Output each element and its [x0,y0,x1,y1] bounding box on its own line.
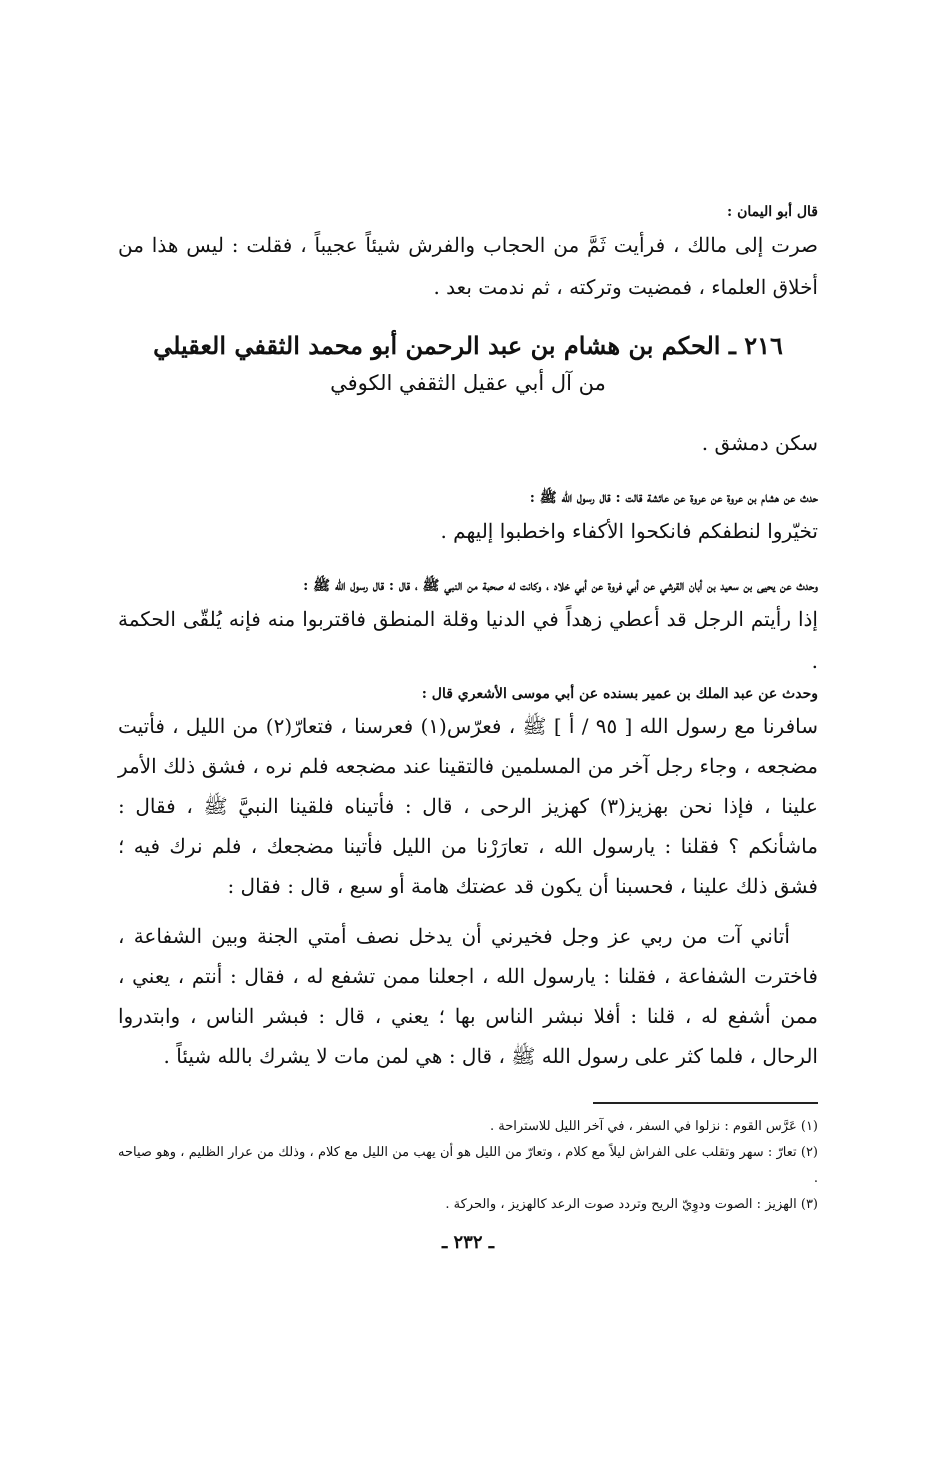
biography-heading [118,326,818,400]
residence-text: سكن دمشق . [701,431,818,455]
entry-title: ٢١٦ ـ الحكم بن هشام بن عبد الرحمن أبو محمد الثقفي العقيلي [153,331,783,360]
footnote-divider [593,1102,818,1104]
hadith-1-chain: حدث عن هشام بن عروة عن عروة عن عائشة قالت : قال رسول الله ﷺ : [529,490,818,506]
hadith-3-quote: أتاني آت من ربي عز وجل فخيرني أن يدخل نصف أمتي الجنة وبين الشفاعة ، فاخترت الشفاعة ، فقلنا : يارسول الله ، اجعلنا ممن تشفع له ، فقال : أنتم ، يعني ، ممن أشفع له ، قلنا : أفلا نبشر الناس بها ؛ يعني ، قال : فبشر الناس ، وابتدروا الرحال ، فلما كثر على رسول الله ﷺ ، قال : هي لمن مات لا يشرك بالله شيئاً . [118,924,818,1068]
hadith-1-text: تخيّروا لنطفكم فانكحوا الأكفاء واخطبوا إليهم . [440,519,818,543]
hadith-2-chain: وحدث عن يحيى بن سعيد بن أبان القرشي عن أبي فروة عن أبي خلاد ، وكانت له صحبة من النبي ﷺ ، قال : قال رسول الله ﷺ : [303,578,818,594]
narrator-chain-abu-al-yaman: قال أبو اليمان : [727,204,818,220]
footnote-2: (٢) تعارّ : سهر وتقلب على الفراش ليلاً مع كلام ، وتعارّ من الليل هو أن يهب من الليل مع كلام ، وذلك من عرار الظليم ، وهو صياحه . [118,1145,818,1186]
document-page [118,200,818,1253]
hadith-3-chain: وحدث عن عبد الملك بن عمير بسنده عن أبي موسى الأشعري قال : [421,686,818,702]
hadith-2-text: إذا رأيتم الرجل قد أعطي زهداً في الدنيا وقلة المنطق فاقتربوا منه فإنه يُلقّى الحكمة . [118,607,818,673]
hadith-3-text: سافرنا مع رسول الله [ ٩٥ / أ ] ﷺ ، فعرّس(١) فعرسنا ، فتعارّ(٢) من الليل ، فأتيت مضجعه ، وجاء رجل آخر من المسلمين فالتقينا عند مضجعه فلم نره ، فشق ذلك الأمر علينا ، فإذا نحن بهزيز(٣) كهزيز الرحى ، قال : فأتيناه فلقينا النبيَّ ﷺ ، فقال : ماشأنكم ؟ فقلنا : يارسول الله ، تعارَرْنا من الليل فأتينا مضجعك ، فلم نرك فيه ؛ فشق ذلك علينا ، فحسبنا أن يكون قد عضتك هامة أو سبع ، قال : فقال : [118,714,819,898]
entry-subtitle: من آل أبي عقيل الثقفي الكوفي [330,371,606,395]
anecdote-text: صرت إلى مالك ، فرأيت ثَمَّ من الحجاب والفرش شيئاً عجيباً ، فقلت : ليس هذا من أخلاق العلماء ، فمضيت وتركته ، ثم ندمت بعد . [118,233,818,299]
footnote-1: (١) عَرَّس القوم : نزلوا في السفر ، في آخر الليل للاستراحة . [489,1119,818,1134]
footnote-3: (٣) الهزيز : الصوت ودوِيّ الريح وتردد صوت الرعد كالهزيز ، والحركة . [445,1197,818,1212]
page-number: ـ ٢٣٢ ـ [441,1232,495,1253]
